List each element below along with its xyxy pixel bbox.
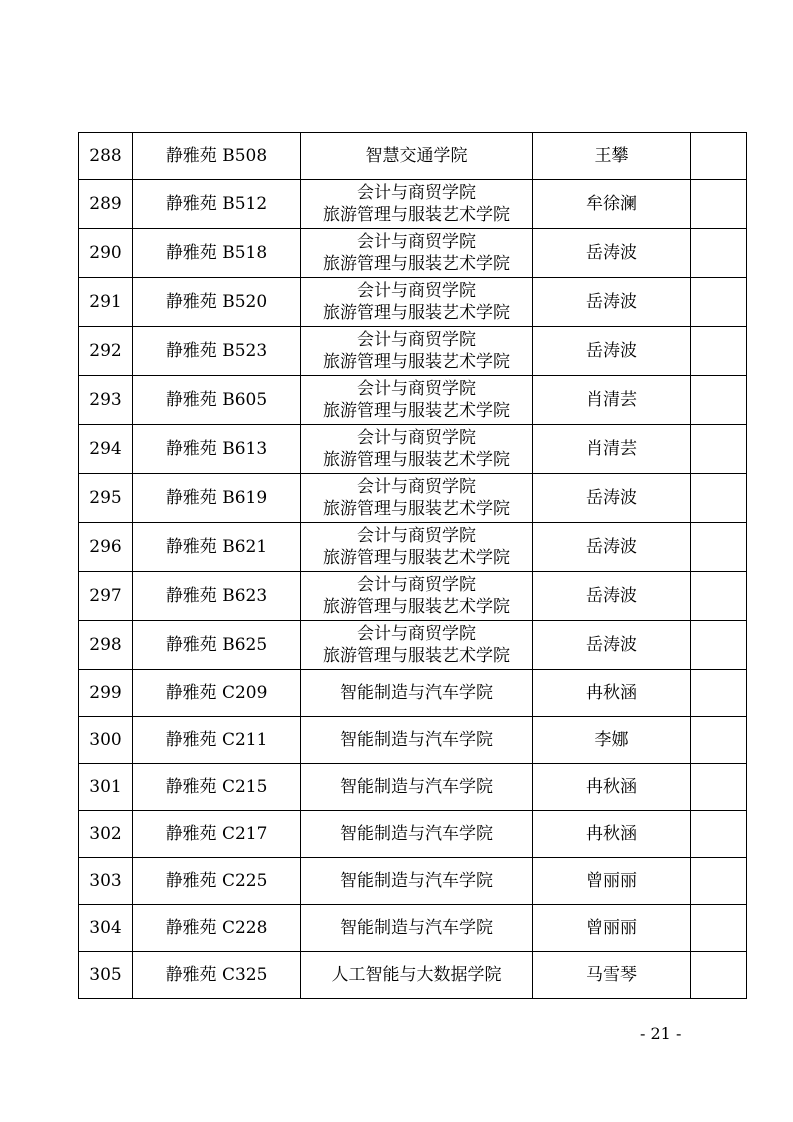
- college-cell: [301, 572, 533, 621]
- person-cell: 岳涛波: [533, 523, 691, 572]
- table-row: [79, 229, 747, 278]
- room-cell: 静雅苑 B619: [133, 474, 301, 523]
- note-cell: [691, 376, 747, 425]
- room-cell: 静雅苑 B621: [133, 523, 301, 572]
- note-cell: [691, 952, 747, 999]
- table-row: [79, 133, 747, 180]
- note-cell: [691, 327, 747, 376]
- table-row: [79, 717, 747, 764]
- room-cell: 静雅苑 B518: [133, 229, 301, 278]
- table-row: [79, 523, 747, 572]
- page-number: - 21 -: [640, 1024, 682, 1043]
- table-row: [79, 180, 747, 229]
- person-cell: 曾丽丽: [533, 858, 691, 905]
- college-cell: [301, 858, 533, 905]
- person-cell: 李娜: [533, 717, 691, 764]
- table-row: [79, 621, 747, 670]
- person-cell: 岳涛波: [533, 621, 691, 670]
- person-cell: 岳涛波: [533, 572, 691, 621]
- college-name: 会计与商贸学院: [357, 477, 476, 497]
- room-cell: 静雅苑 B605: [133, 376, 301, 425]
- person-cell: 冉秋涵: [533, 764, 691, 811]
- room-cell: 静雅苑 C325: [133, 952, 301, 999]
- person-cell: 曾丽丽: [533, 905, 691, 952]
- table-row: [79, 952, 747, 999]
- table-row: [79, 278, 747, 327]
- table-row: [79, 905, 747, 952]
- college-name: 智能制造与汽车学院: [340, 824, 493, 844]
- row-number-cell: 292: [79, 327, 133, 376]
- row-number-cell: 303: [79, 858, 133, 905]
- room-cell: 静雅苑 C209: [133, 670, 301, 717]
- college-name: 会计与商贸学院: [357, 379, 476, 399]
- college-name: 智能制造与汽车学院: [340, 918, 493, 938]
- row-number-cell: 304: [79, 905, 133, 952]
- note-cell: [691, 717, 747, 764]
- college-name: 会计与商贸学院: [357, 183, 476, 203]
- person-cell: 牟徐澜: [533, 180, 691, 229]
- row-number-cell: 291: [79, 278, 133, 327]
- college-name: 旅游管理与服装艺术学院: [323, 205, 510, 225]
- college-name: 会计与商贸学院: [357, 624, 476, 644]
- room-cell: 静雅苑 B508: [133, 133, 301, 180]
- person-cell: 肖清芸: [533, 376, 691, 425]
- room-cell: 静雅苑 B523: [133, 327, 301, 376]
- table-row: [79, 474, 747, 523]
- room-cell: 静雅苑 C217: [133, 811, 301, 858]
- table-row: [79, 858, 747, 905]
- room-cell: 静雅苑 C211: [133, 717, 301, 764]
- person-cell: 岳涛波: [533, 229, 691, 278]
- room-cell: 静雅苑 B520: [133, 278, 301, 327]
- college-cell: [301, 474, 533, 523]
- table-row: [79, 572, 747, 621]
- person-cell: 肖清芸: [533, 425, 691, 474]
- college-name: 旅游管理与服装艺术学院: [323, 450, 510, 470]
- person-cell: 马雪琴: [533, 952, 691, 999]
- row-number-cell: 294: [79, 425, 133, 474]
- college-cell: [301, 327, 533, 376]
- person-cell: 王攀: [533, 133, 691, 180]
- college-name: 会计与商贸学院: [357, 330, 476, 350]
- note-cell: [691, 523, 747, 572]
- person-cell: 岳涛波: [533, 474, 691, 523]
- note-cell: [691, 764, 747, 811]
- college-name: 会计与商贸学院: [357, 281, 476, 301]
- note-cell: [691, 133, 747, 180]
- note-cell: [691, 621, 747, 670]
- table-row: [79, 327, 747, 376]
- room-cell: 静雅苑 B625: [133, 621, 301, 670]
- room-cell: 静雅苑 C215: [133, 764, 301, 811]
- college-cell: [301, 905, 533, 952]
- row-number-cell: 300: [79, 717, 133, 764]
- note-cell: [691, 474, 747, 523]
- note-cell: [691, 905, 747, 952]
- college-name: 智慧交通学院: [365, 146, 468, 166]
- table-body: [79, 133, 747, 999]
- row-number-cell: 301: [79, 764, 133, 811]
- note-cell: [691, 858, 747, 905]
- note-cell: [691, 278, 747, 327]
- college-name: 旅游管理与服装艺术学院: [323, 352, 510, 372]
- college-cell: [301, 764, 533, 811]
- note-cell: [691, 670, 747, 717]
- room-cell: 静雅苑 B613: [133, 425, 301, 474]
- college-name: 智能制造与汽车学院: [340, 683, 493, 703]
- dormitory-assignment-table: [78, 132, 747, 999]
- college-cell: [301, 670, 533, 717]
- table-row: [79, 670, 747, 717]
- college-name: 旅游管理与服装艺术学院: [323, 499, 510, 519]
- college-name: 智能制造与汽车学院: [340, 730, 493, 750]
- college-cell: [301, 523, 533, 572]
- college-name: 旅游管理与服装艺术学院: [323, 597, 510, 617]
- room-cell: 静雅苑 C225: [133, 858, 301, 905]
- college-name: 会计与商贸学院: [357, 428, 476, 448]
- row-number-cell: 305: [79, 952, 133, 999]
- person-cell: 冉秋涵: [533, 670, 691, 717]
- college-cell: [301, 811, 533, 858]
- college-cell: [301, 621, 533, 670]
- row-number-cell: 289: [79, 180, 133, 229]
- college-name: 会计与商贸学院: [357, 575, 476, 595]
- college-cell: [301, 952, 533, 999]
- college-name: 旅游管理与服装艺术学院: [323, 303, 510, 323]
- room-cell: 静雅苑 B512: [133, 180, 301, 229]
- college-name: 会计与商贸学院: [357, 232, 476, 252]
- note-cell: [691, 180, 747, 229]
- college-cell: [301, 717, 533, 764]
- table-row: [79, 811, 747, 858]
- row-number-cell: 295: [79, 474, 133, 523]
- row-number-cell: 290: [79, 229, 133, 278]
- college-name: 智能制造与汽车学院: [340, 777, 493, 797]
- college-name: 旅游管理与服装艺术学院: [323, 548, 510, 568]
- college-cell: [301, 376, 533, 425]
- college-cell: [301, 133, 533, 180]
- table-row: [79, 425, 747, 474]
- table-row: [79, 376, 747, 425]
- college-name: 旅游管理与服装艺术学院: [323, 401, 510, 421]
- note-cell: [691, 572, 747, 621]
- college-cell: [301, 278, 533, 327]
- college-name: 会计与商贸学院: [357, 526, 476, 546]
- note-cell: [691, 229, 747, 278]
- row-number-cell: 296: [79, 523, 133, 572]
- college-name: 人工智能与大数据学院: [331, 965, 502, 985]
- college-name: 智能制造与汽车学院: [340, 871, 493, 891]
- college-cell: [301, 229, 533, 278]
- room-cell: 静雅苑 C228: [133, 905, 301, 952]
- person-cell: 岳涛波: [533, 327, 691, 376]
- note-cell: [691, 425, 747, 474]
- person-cell: 岳涛波: [533, 278, 691, 327]
- table-row: [79, 764, 747, 811]
- college-cell: [301, 425, 533, 474]
- college-cell: [301, 180, 533, 229]
- college-name: 旅游管理与服装艺术学院: [323, 254, 510, 274]
- row-number-cell: 293: [79, 376, 133, 425]
- row-number-cell: 297: [79, 572, 133, 621]
- room-cell: 静雅苑 B623: [133, 572, 301, 621]
- row-number-cell: 298: [79, 621, 133, 670]
- person-cell: 冉秋涵: [533, 811, 691, 858]
- note-cell: [691, 811, 747, 858]
- row-number-cell: 299: [79, 670, 133, 717]
- row-number-cell: 302: [79, 811, 133, 858]
- row-number-cell: 288: [79, 133, 133, 180]
- college-name: 旅游管理与服装艺术学院: [323, 646, 510, 666]
